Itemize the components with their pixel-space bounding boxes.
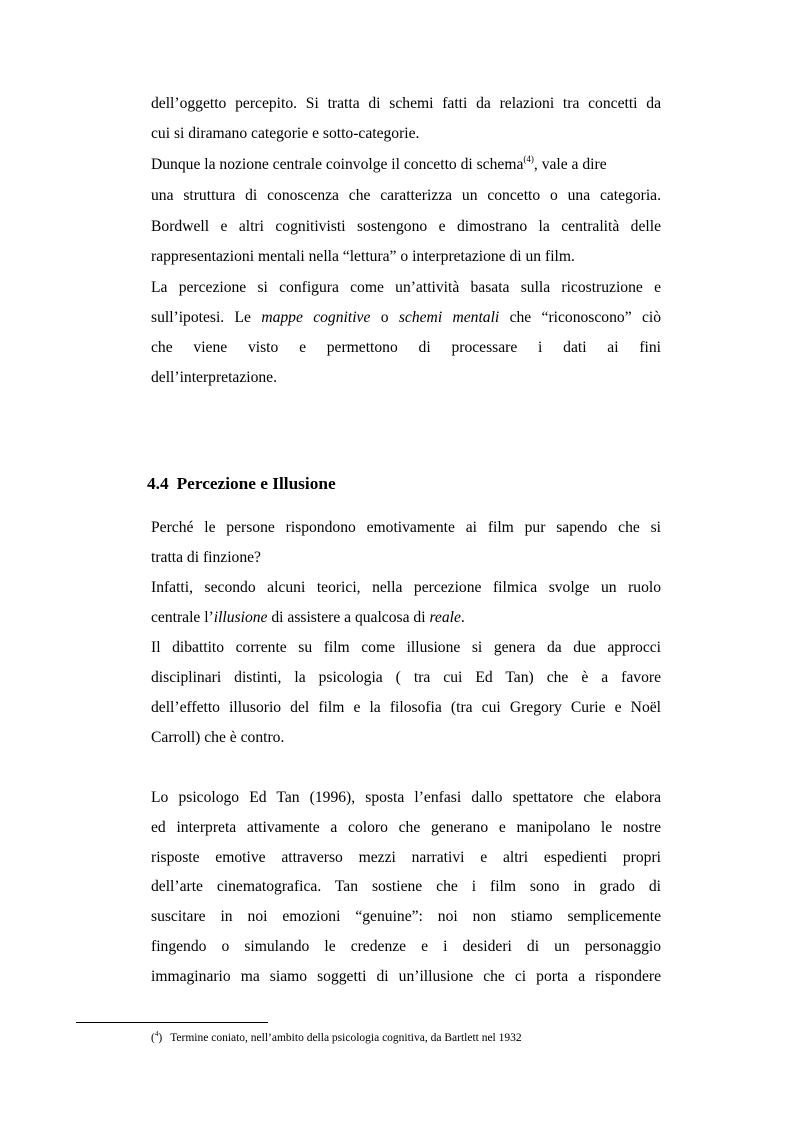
- italic-term: mappe cognitive: [261, 309, 371, 326]
- body-line: Bordwell e altri cognitivisti sostengono e dimostrano la centralità delle: [151, 218, 661, 235]
- body-text: Dunque la nozione centrale coinvolge il concetto di schema: [151, 156, 524, 173]
- body-text: , vale a dire: [533, 156, 607, 173]
- footnote-divider: [76, 1022, 268, 1023]
- footnote-paren-open: (: [151, 1032, 155, 1044]
- footnote: [151, 1031, 522, 1045]
- body-line: disciplinari distinti, la psicologia ( tra cui Ed Tan) che è a favore: [151, 669, 661, 686]
- body-text: che “riconoscono” ciò: [499, 309, 661, 326]
- body-text: centrale l’: [151, 609, 214, 626]
- italic-term: illusione: [213, 609, 268, 626]
- footnote-reference: (4): [523, 154, 534, 164]
- footnote-number: 4: [154, 1030, 159, 1038]
- italic-term: schemi mentali: [398, 309, 500, 326]
- section-number: 4.4: [147, 474, 169, 493]
- body-line: dell’arte cinematografica. Tan sostiene che i film sono in grado di: [151, 878, 661, 895]
- body-line: immaginario ma siamo soggetti di un’illusione che ci porta a rispondere: [151, 968, 661, 985]
- body-line: La percezione si configura come un’attività basata sulla ricostruzione e: [151, 279, 661, 296]
- body-line: dell’effetto illusorio del film e la filosofia (tra cui Gregory Curie e Noël: [151, 699, 661, 716]
- body-line: fingendo o simulando le credenze e i desideri di un personaggio: [151, 938, 661, 955]
- body-line: [151, 308, 661, 328]
- body-text: sull’ipotesi. Le: [151, 309, 262, 326]
- body-line: cui si diramano categorie e sotto-categorie.: [151, 125, 420, 142]
- footnote-marker: [151, 1032, 162, 1044]
- body-line: suscitare in noi emozioni “genuine”: noi non stiamo semplicemente: [151, 908, 661, 925]
- body-line: Infatti, secondo alcuni teorici, nella percezione filmica svolge un ruolo: [151, 579, 661, 596]
- body-line: risposte emotive attraverso mezzi narrativi e altri espedienti propri: [151, 849, 661, 866]
- footnote-paren-close: ): [158, 1032, 163, 1044]
- section-heading: [147, 473, 336, 495]
- body-line: Lo psicologo Ed Tan (1996), sposta l’enfasi dallo spettatore che elabora: [151, 789, 661, 806]
- body-line: dell’oggetto percepito. Si tratta di schemi fatti da relazioni tra concetti da: [151, 95, 661, 112]
- body-line: rappresentazioni mentali nella “lettura” o interpretazione di un film.: [151, 248, 575, 265]
- body-text: di assistere a qualcosa di: [267, 609, 430, 626]
- footnote-text: Termine coniato, nell’ambito della psicologia cognitiva, da Bartlett nel 1932: [170, 1032, 522, 1044]
- body-line: una struttura di conoscenza che caratterizza un concetto o una categoria.: [151, 187, 661, 204]
- body-line: ed interpreta attivamente a coloro che generano e manipolano le nostre: [151, 819, 661, 836]
- body-line: [151, 155, 607, 175]
- body-line: [151, 608, 465, 628]
- body-line: Perché le persone rispondono emotivamente ai film pur sapendo che si: [151, 519, 661, 536]
- body-line: dell’interpretazione.: [151, 369, 277, 386]
- body-line: Carroll) che è contro.: [151, 729, 285, 746]
- body-line: Il dibattito corrente su film come illusione si genera da due approcci: [151, 639, 661, 656]
- body-text: o: [370, 309, 399, 326]
- body-text: .: [460, 609, 465, 626]
- section-title: Percezione e Illusione: [176, 474, 336, 493]
- body-line: tratta di finzione?: [151, 549, 261, 566]
- body-line: che viene visto e permettono di processare i dati ai fini: [151, 339, 661, 356]
- italic-term: reale: [429, 609, 461, 626]
